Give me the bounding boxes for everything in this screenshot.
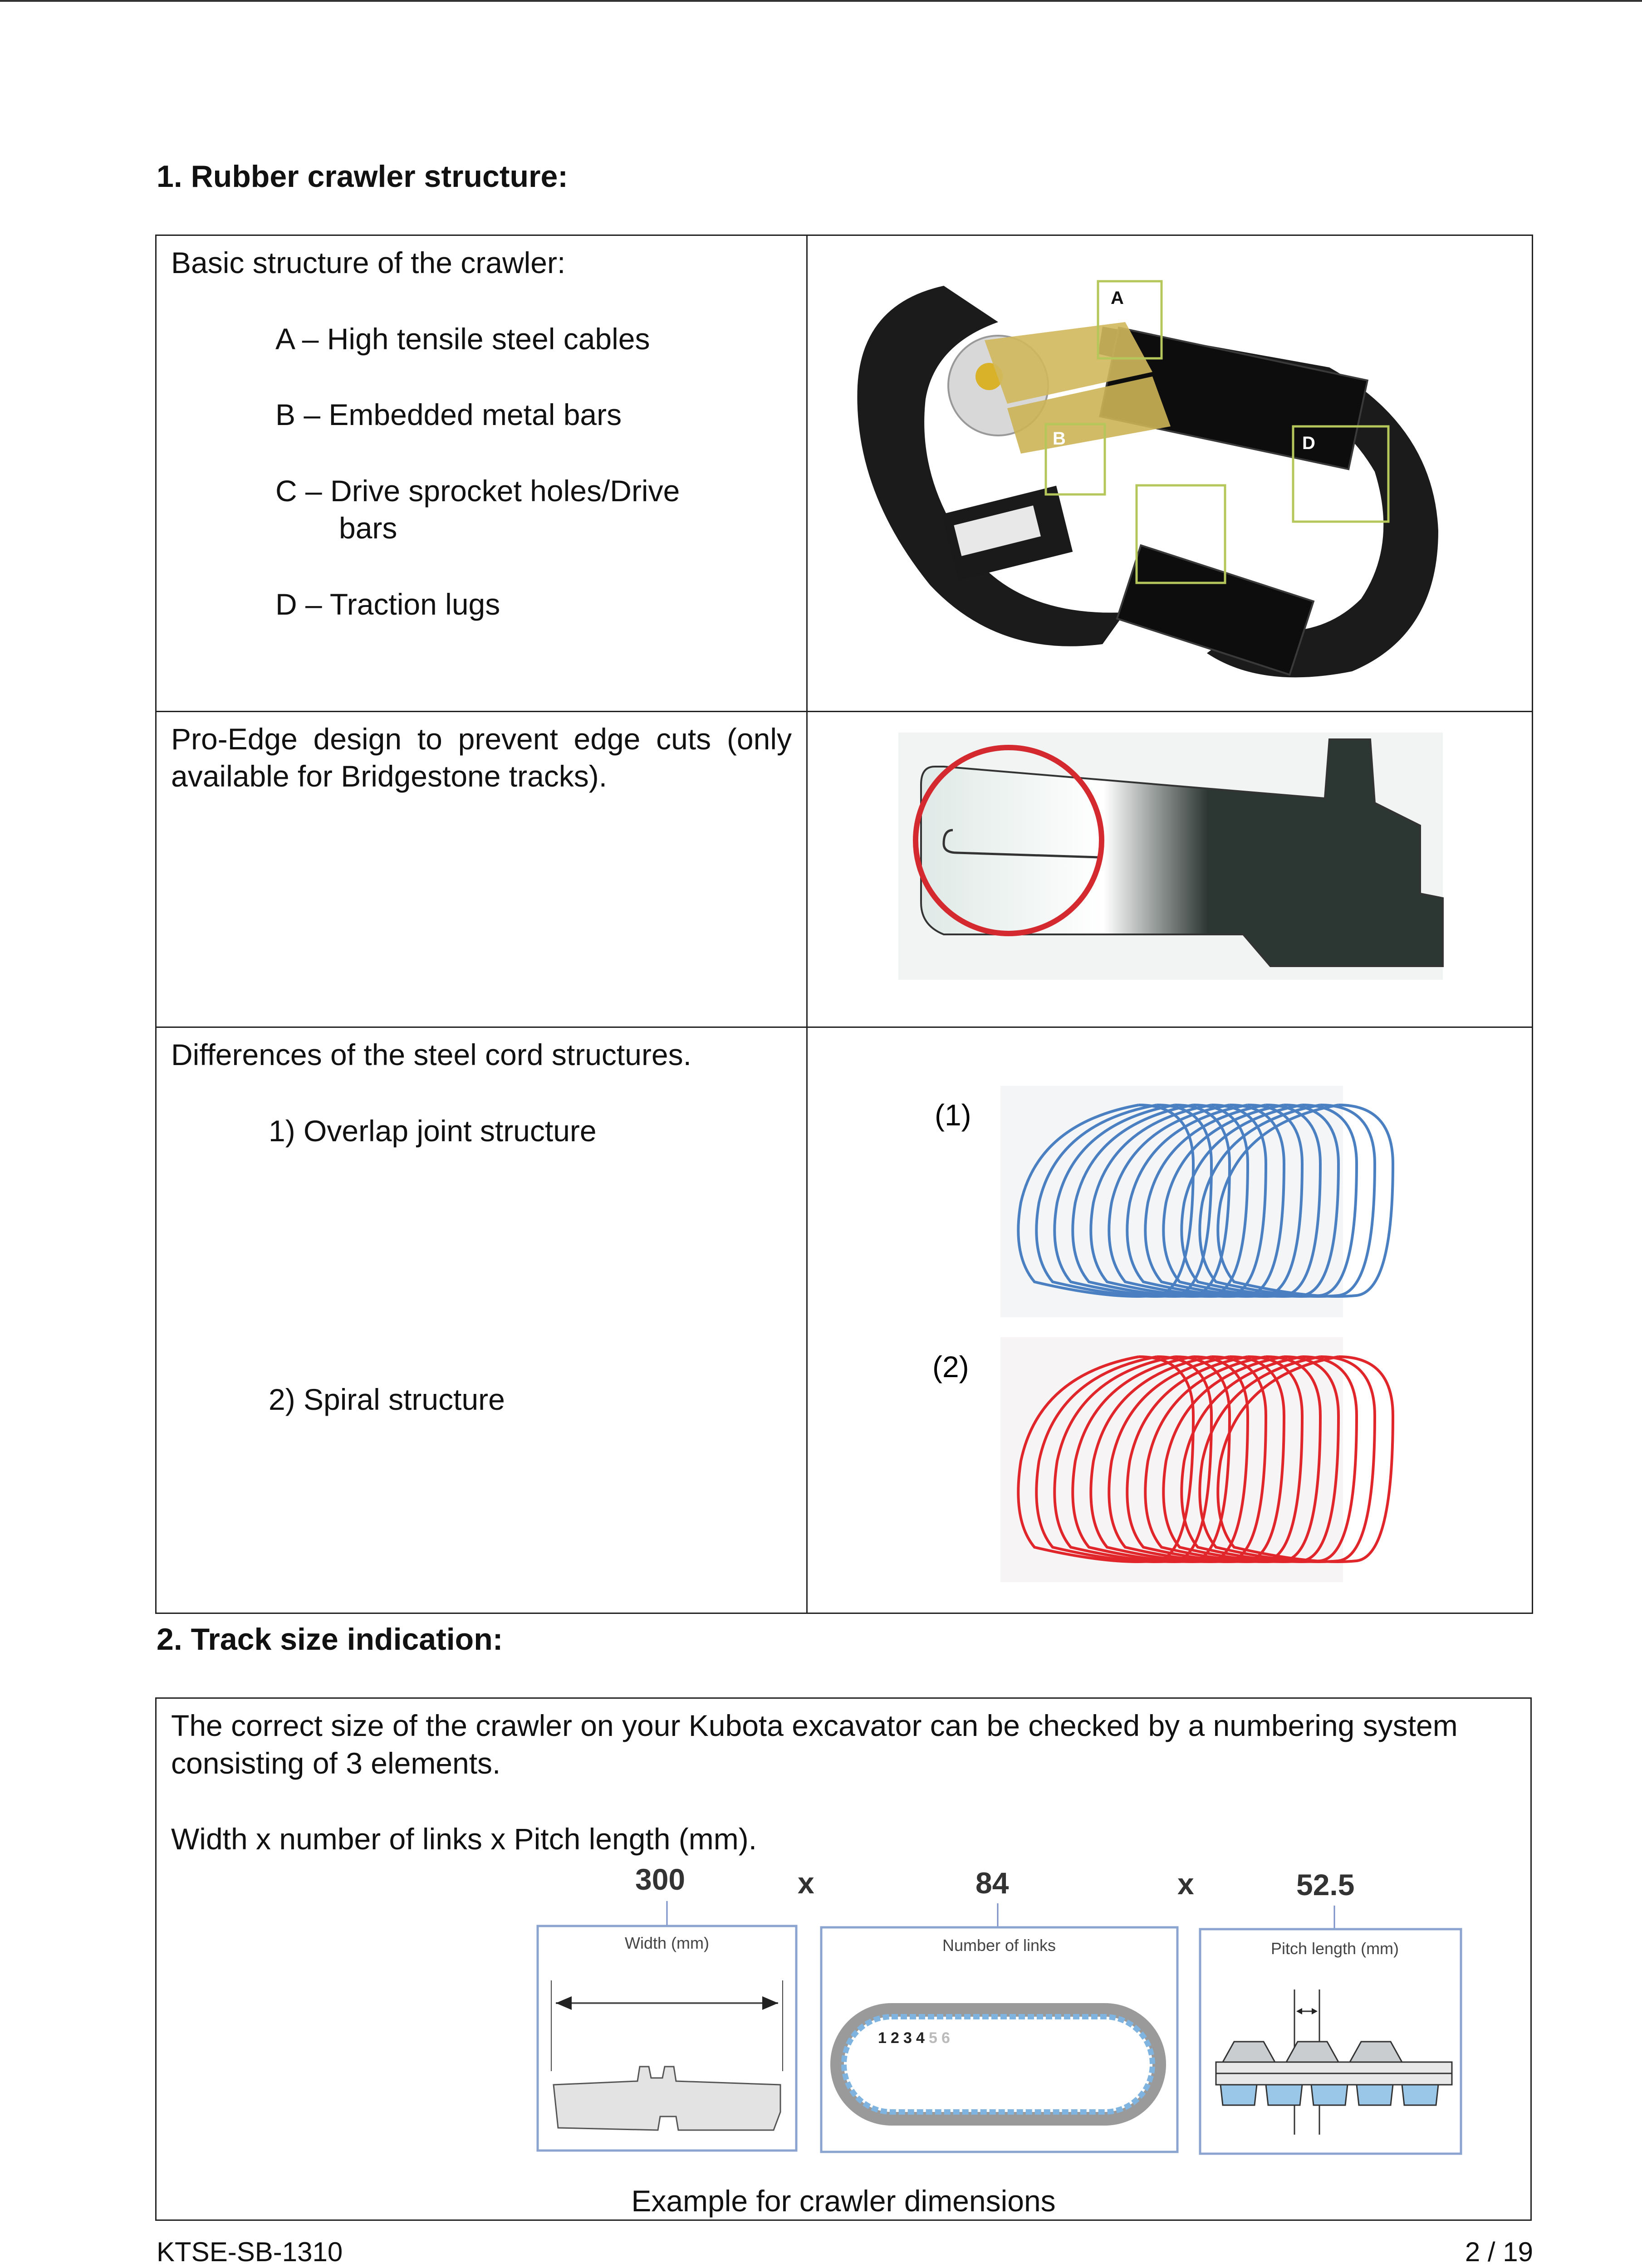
crawler-illustration	[808, 236, 1533, 702]
section-heading-crawler-structure: 1. Rubber crawler structure:	[157, 159, 568, 194]
list-item-c: C – Drive sprocket holes/Drive	[275, 474, 680, 508]
track-dimensions-figure	[157, 1858, 1530, 2194]
crawler-structure-table	[155, 235, 1533, 1614]
list-item-b: B – Embedded metal bars	[275, 398, 622, 431]
track-size-paragraph: The correct size of the crawler on your Kubota excavator can be checked by a numbering system consisting of 3 elements.	[171, 1709, 1458, 1780]
document-id: KTSE-SB-1310	[157, 2237, 343, 2267]
track-size-formula: Width x number of links x Pitch length (mm).	[171, 1822, 757, 1856]
steel-cord-illustration-cell	[807, 1027, 1533, 1613]
steel-cord-illustrations	[808, 1028, 1533, 1604]
steel-cord-text-cell	[156, 1027, 807, 1613]
crawler-illustration-cell	[807, 235, 1533, 712]
callout-label-b: B	[1053, 429, 1066, 449]
link-number: 5	[929, 2029, 937, 2047]
pitch-value: 52.5	[1296, 1867, 1355, 1901]
overlap-joint-item: 1) Overlap joint structure	[269, 1114, 597, 1148]
pitch-block	[1311, 2085, 1348, 2105]
section-heading-track-size: 2. Track size indication:	[157, 1622, 503, 1657]
structure-intro: Basic structure of the crawler:	[171, 246, 566, 279]
pitch-label: Pitch length (mm)	[1270, 1939, 1399, 1958]
list-item-c-continuation: bars	[339, 511, 397, 545]
links-label: Number of links	[942, 1936, 1056, 1955]
link-number: 6	[941, 2029, 950, 2047]
page-top-border	[0, 0, 1642, 2]
track-size-table	[155, 1697, 1532, 2221]
figure-caption: Example for crawler dimensions	[631, 2184, 1056, 2218]
link-number: 4	[916, 2029, 925, 2047]
table-row	[156, 235, 1533, 712]
table-row	[156, 711, 1533, 1027]
pitch-block	[1220, 2085, 1257, 2105]
steel-cord-intro: Differences of the steel cord structures.	[171, 1038, 691, 1071]
list-item-d: D – Traction lugs	[275, 587, 500, 621]
callout-label-c: C	[1143, 490, 1157, 510]
page-number: 2 / 19	[1465, 2237, 1533, 2267]
width-label: Width (mm)	[625, 1933, 709, 1952]
list-item-a: A – High tensile steel cables	[275, 322, 650, 356]
spiral-structure-item: 2) Spiral structure	[269, 1383, 505, 1416]
table-row	[156, 1698, 1531, 2220]
pitch-block	[1402, 2085, 1438, 2105]
pro-edge-text-cell	[156, 711, 807, 1027]
callout-label-a: A	[1111, 288, 1124, 308]
link-number: 3	[903, 2029, 912, 2047]
separator-1: x	[798, 1866, 814, 1900]
spiral-figure-label: (2)	[932, 1350, 969, 1383]
table-row	[156, 1027, 1533, 1613]
structure-text-cell	[156, 235, 807, 712]
links-value: 84	[975, 1866, 1009, 1900]
callout-label-d: D	[1302, 433, 1315, 453]
separator-2: x	[1177, 1867, 1194, 1901]
link-number: 2	[891, 2029, 899, 2047]
link-number: 1	[878, 2029, 887, 2047]
pro-edge-illustration	[808, 712, 1533, 1018]
pro-edge-description: Pro-Edge design to prevent edge cuts (only available for Bridgestone tracks).	[171, 722, 792, 793]
overlap-figure-label: (1)	[935, 1098, 971, 1132]
pitch-block	[1357, 2085, 1393, 2105]
pro-edge-illustration-cell	[807, 711, 1533, 1027]
pitch-block	[1266, 2085, 1302, 2105]
track-size-cell	[156, 1698, 1531, 2220]
width-value: 300	[635, 1862, 686, 1896]
